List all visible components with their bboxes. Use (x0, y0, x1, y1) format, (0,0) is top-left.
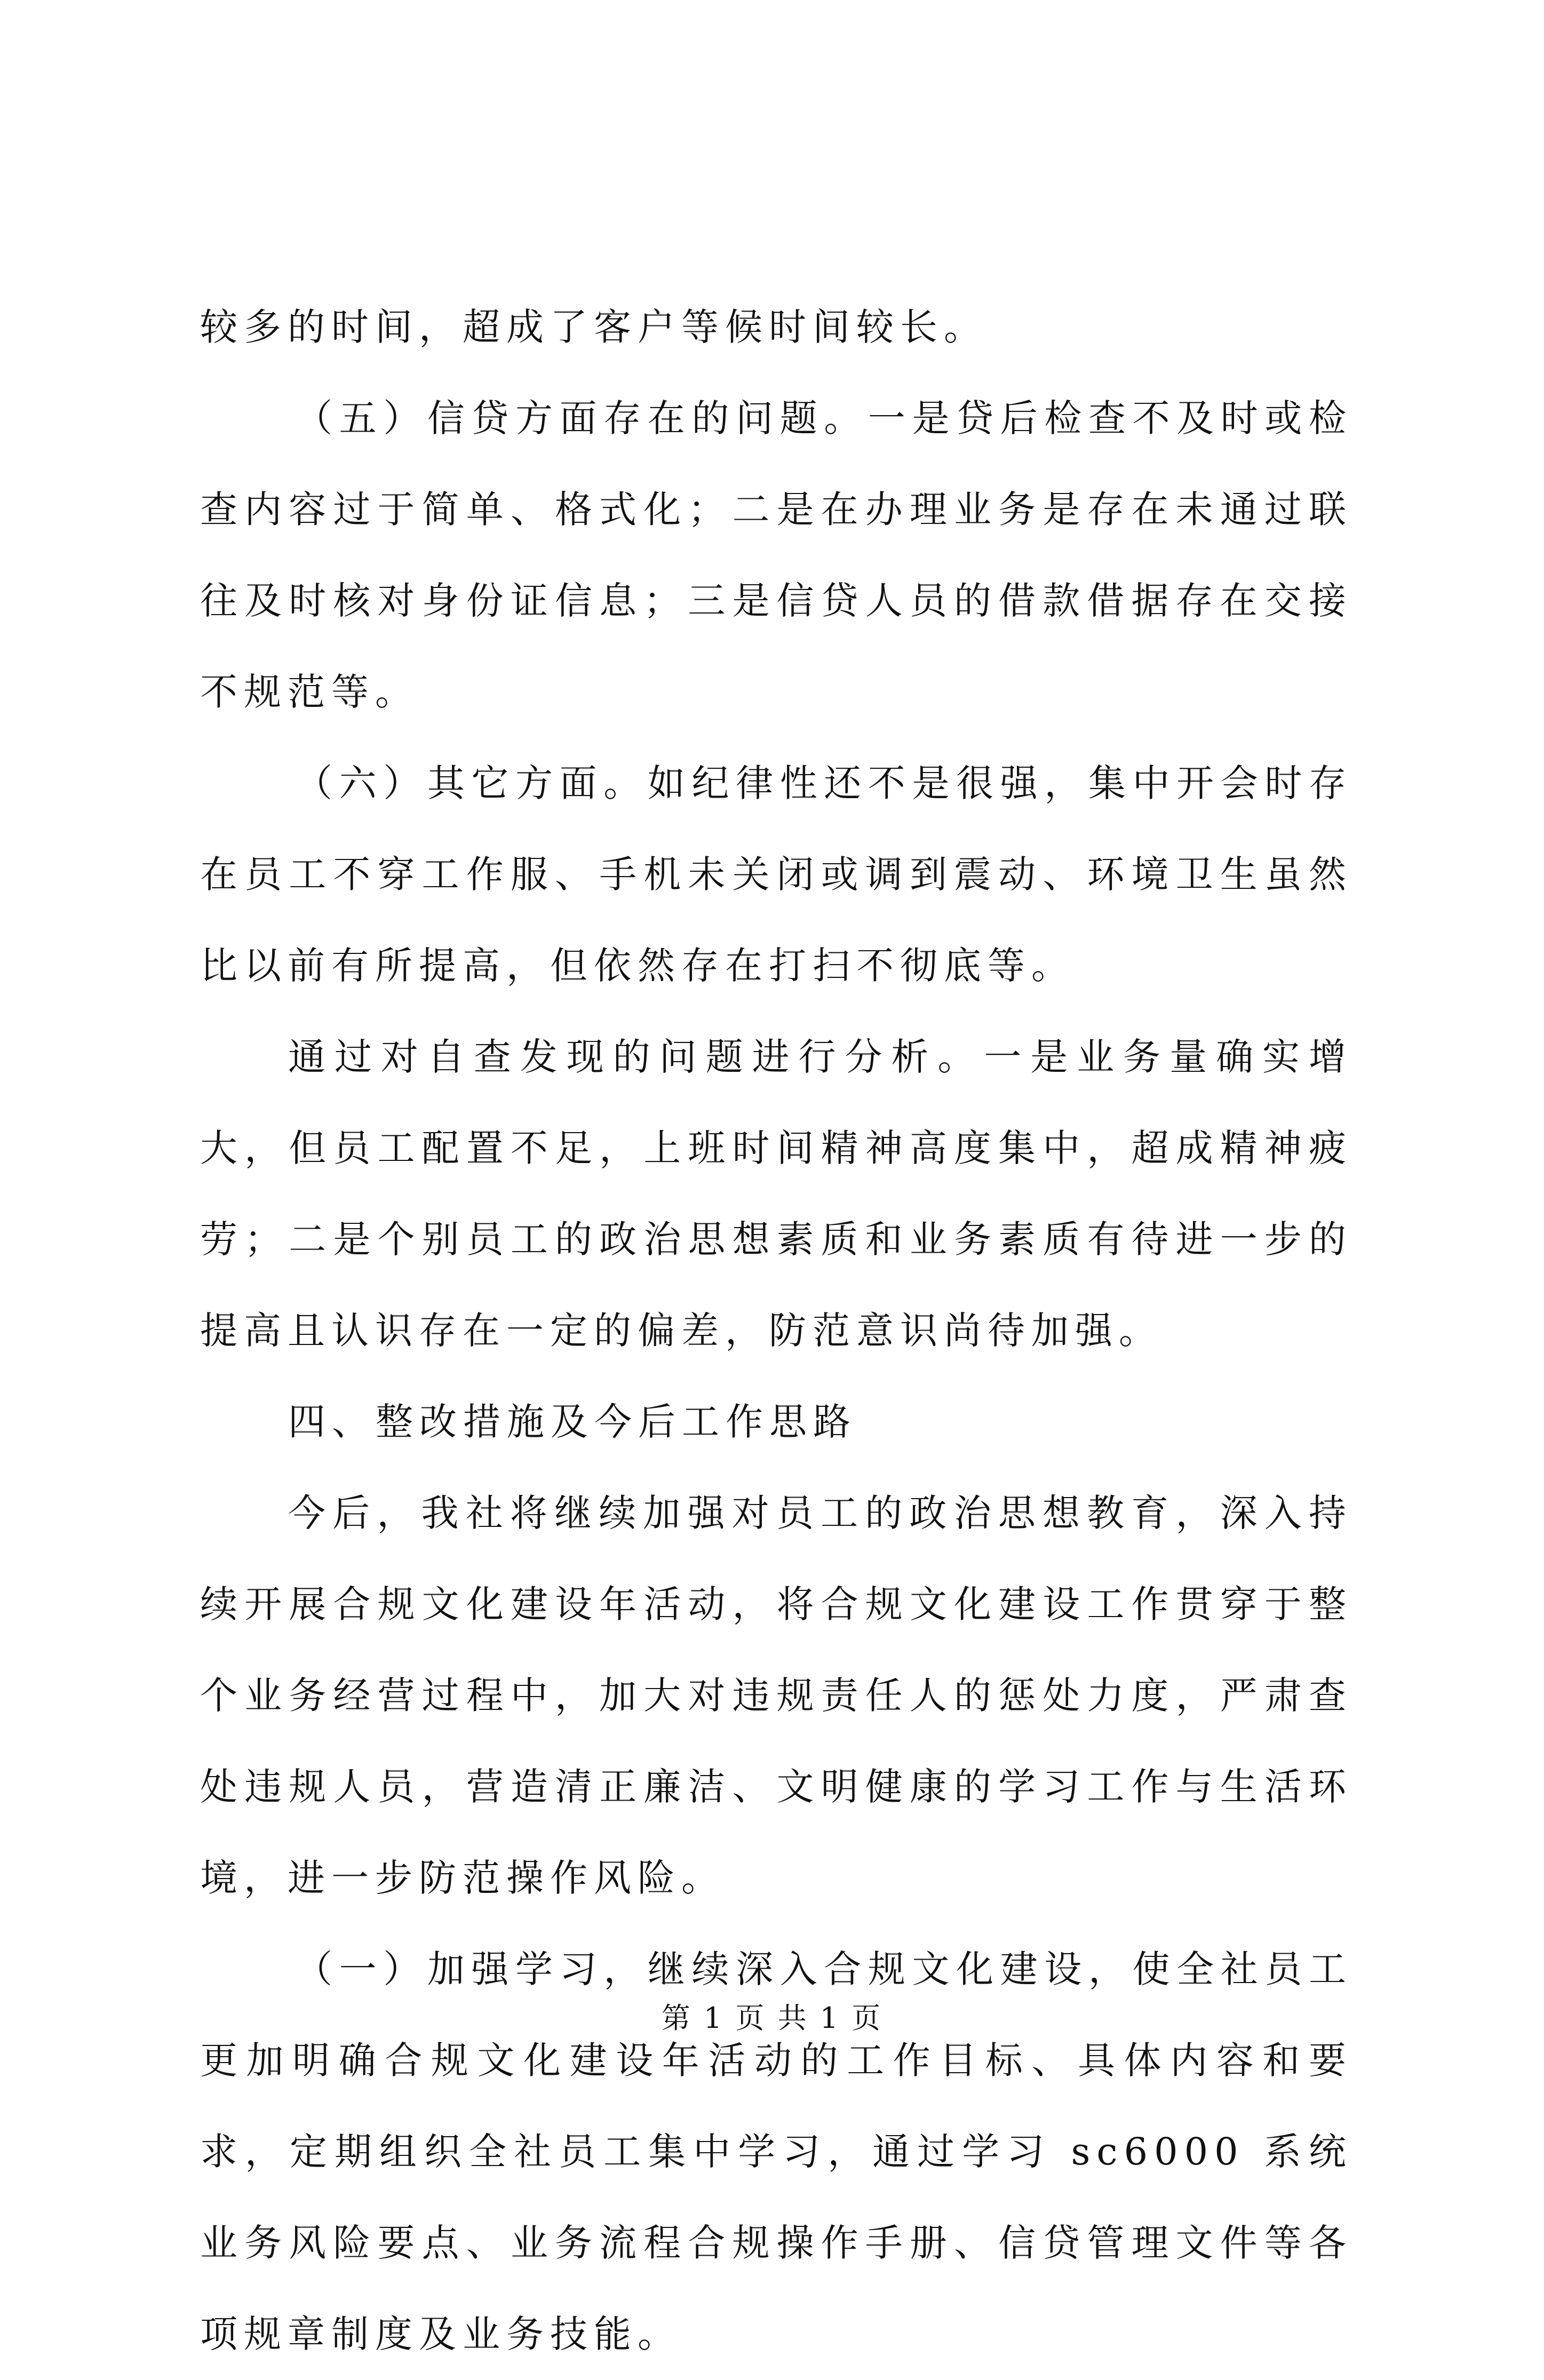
paragraph-measure-one: （一）加强学习，继续深入合规文化建设，使全社员工更加明确合规文化建设年活动的工作目标、具体内容和要求，定期组织全社员工集中学习，通过学习 sc6000 系统业务风险要点、业务流程合规操作手册、信贷管理文件等各项规章制度及业务技能。 (200, 1947, 1352, 2356)
paragraph-future-plan: 今后，我社将继续加强对员工的政治思想教育，深入持续开展合规文化建设年活动，将合规文化建设工作贯穿于整个业务经营过程中，加大对违规责任人的惩处力度，严肃查处违规人员，营造清正廉洁、文明健康的学习工作与生活环境，进一步防范操作风险。 (200, 1491, 1352, 1900)
page-footer: 第 1 页 共 1 页 (661, 2001, 883, 2035)
section-heading: 四、整改措施及今后工作思路 (288, 1400, 857, 1444)
paragraph-other-issues: （六）其它方面。如纪律性还不是很强，集中开会时存在员工不穿工作服、手机未关闭或调到震动、环境卫生虽然比以前有所提高，但依然存在打扫不彻底等。 (200, 761, 1352, 988)
paragraph-continuation: 较多的时间，超成了客户等候时间较长。 (200, 305, 988, 349)
paragraph-credit-issues: （五）信贷方面存在的问题。一是贷后检查不及时或检查内容过于简单、格式化；二是在办理业务是存在未通过联往及时核对身份证信息；三是信贷人员的借款借据存在交接不规范等。 (200, 396, 1352, 714)
paragraph-analysis: 通过对自查发现的问题进行分析。一是业务量确实增大，但员工配置不足，上班时间精神高度集中，超成精神疲劳；二是个别员工的政治思想素质和业务素质有待进一步的提高且认识存在一定的偏差，防范意识尚待加强。 (200, 1035, 1352, 1352)
document-body (200, 282, 1352, 2380)
